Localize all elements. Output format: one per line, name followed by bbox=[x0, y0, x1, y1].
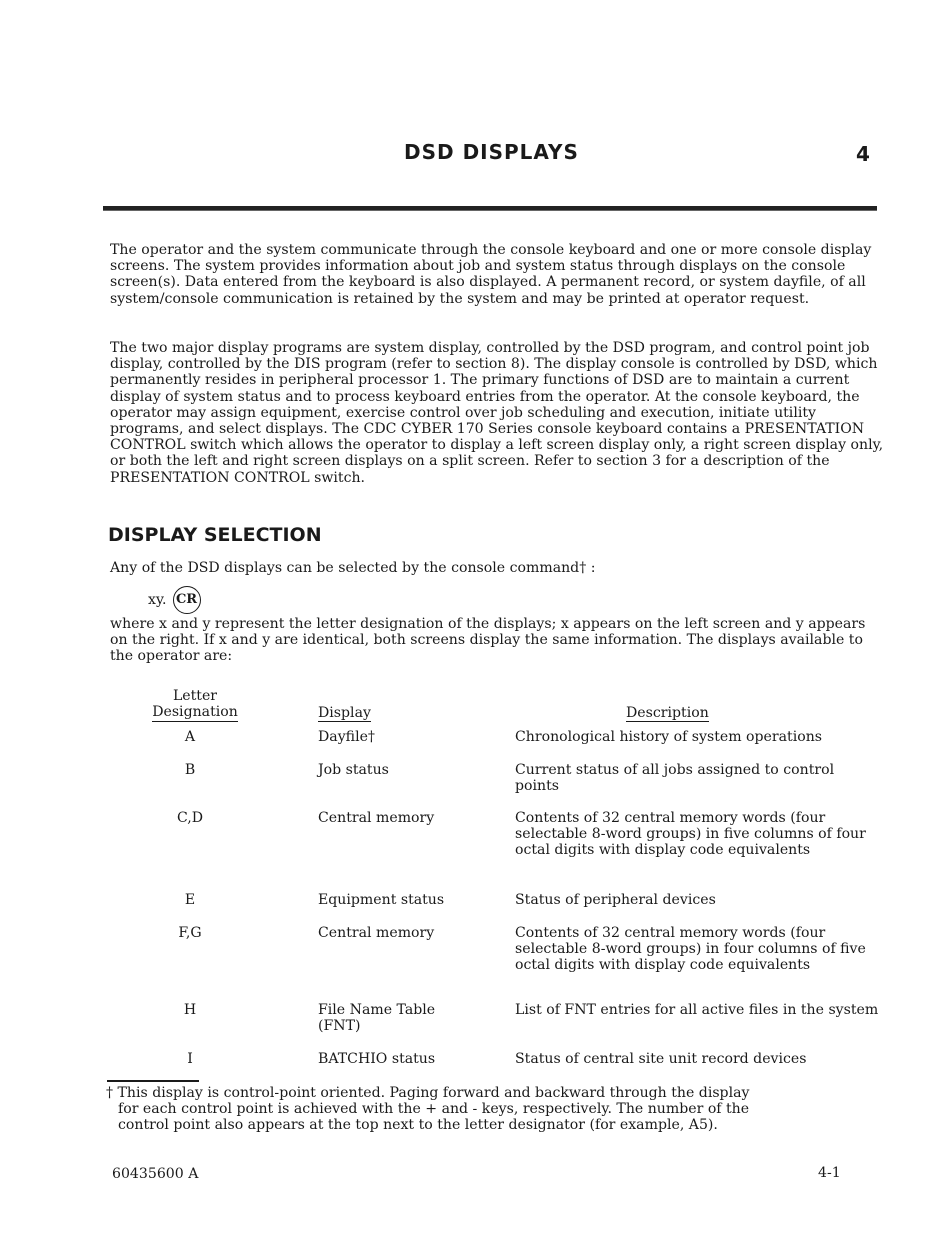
column-header-description: Description bbox=[626, 705, 709, 721]
footnote-line: control point also appears at the top next to the letter designator (for example, A5). bbox=[118, 1117, 718, 1134]
footnote bbox=[106, 1085, 881, 1134]
display-cell: File Name Table (FNT) bbox=[318, 1002, 436, 1035]
column-header-letter-line2: Designation bbox=[152, 704, 238, 721]
letter-cell: C,D bbox=[176, 810, 204, 826]
header-rule bbox=[103, 206, 877, 211]
display-cell: Equipment status bbox=[318, 892, 445, 908]
letter-cell: A bbox=[184, 729, 196, 745]
console-command bbox=[148, 586, 201, 614]
description-cell: Current status of all jobs assigned to control points bbox=[515, 762, 835, 795]
command-text: xy. bbox=[148, 592, 167, 608]
display-cell: BATCHIO status bbox=[318, 1051, 436, 1067]
column-header-display: Display bbox=[318, 705, 371, 721]
description-cell: List of FNT entries for all active files in the system bbox=[515, 1002, 879, 1018]
letter-cell: F,G bbox=[178, 925, 202, 941]
section-heading: DISPLAY SELECTION bbox=[108, 524, 322, 546]
letter-cell: H bbox=[183, 1002, 197, 1018]
carriage-return-key-icon: CR bbox=[173, 586, 201, 614]
chapter-title: DSD DISPLAYS bbox=[404, 140, 579, 164]
chapter-number: 4 bbox=[856, 142, 870, 166]
letter-cell: E bbox=[184, 892, 196, 908]
letter-cell: B bbox=[184, 762, 196, 778]
description-cell: Contents of 32 central memory words (four selectable 8-word groups) in four columns of five octal digits with display code equivalents bbox=[515, 925, 866, 974]
letter-cell: I bbox=[187, 1051, 193, 1067]
footnote-rule bbox=[107, 1080, 199, 1082]
document-number: 60435600 A bbox=[112, 1166, 199, 1182]
display-cell: Central memory bbox=[318, 925, 435, 941]
intro-paragraph: The operator and the system communicate through the console keyboard and one or more console display screens. The system provides information about job and system status through displays on the console screen(s). Data entered from the keyboard is also displayed. A permanent record, or system dayfile, of all system/console communication is retained by the system and may be printed at operator request. bbox=[110, 242, 872, 307]
page-number: 4-1 bbox=[818, 1165, 841, 1181]
display-cell: Job status bbox=[318, 762, 389, 778]
description-cell: Status of peripheral devices bbox=[515, 892, 716, 908]
column-header-letter bbox=[146, 688, 244, 720]
description-cell: Status of central site unit record devices bbox=[515, 1051, 807, 1067]
selection-explanation: where x and y represent the letter designation of the displays; x appears on the left screen and y appears on the right. If x and y are identical, both screens display the same information. The displays available to the operator are: bbox=[110, 616, 866, 665]
description-cell: Chronological history of system operations bbox=[515, 729, 823, 745]
footnote-line: for each control point is achieved with the + and - keys, respectively. The number of the bbox=[118, 1101, 750, 1118]
selection-intro: Any of the DSD displays can be selected by the console command† : bbox=[110, 560, 596, 576]
display-cell: Central memory bbox=[318, 810, 435, 826]
display-cell: Dayfile† bbox=[318, 729, 375, 745]
column-header-letter-line1: Letter bbox=[172, 688, 218, 704]
description-cell: Contents of 32 central memory words (four selectable 8-word groups) in five columns of four octal digits with display code equivalents bbox=[515, 810, 866, 859]
footnote-line: † This display is control-point oriented. Paging forward and backward through the display bbox=[106, 1085, 750, 1101]
display-programs-paragraph: The two major display programs are system display, controlled by the DSD program, and control point job display, controlled by the DIS program (refer to section 8). The display console is controlled by DSD, which permanently resides in peripheral processor 1. The primary functions of DSD are to maintain a current display of system status and to process keyboard entries from the operator. At the console keyboard, the operator may assign equipment, exercise control over job scheduling and execution, initiate utility programs, and select displays. The CDC CYBER 170 Series console keyboard contains a PRESENTATION CONTROL switch which allows the operator to display a left screen display only, a right screen display only, or both the left and right screen displays on a split screen. Refer to section 3 for a description of the PRESENTATION CONTROL switch. bbox=[110, 340, 884, 486]
